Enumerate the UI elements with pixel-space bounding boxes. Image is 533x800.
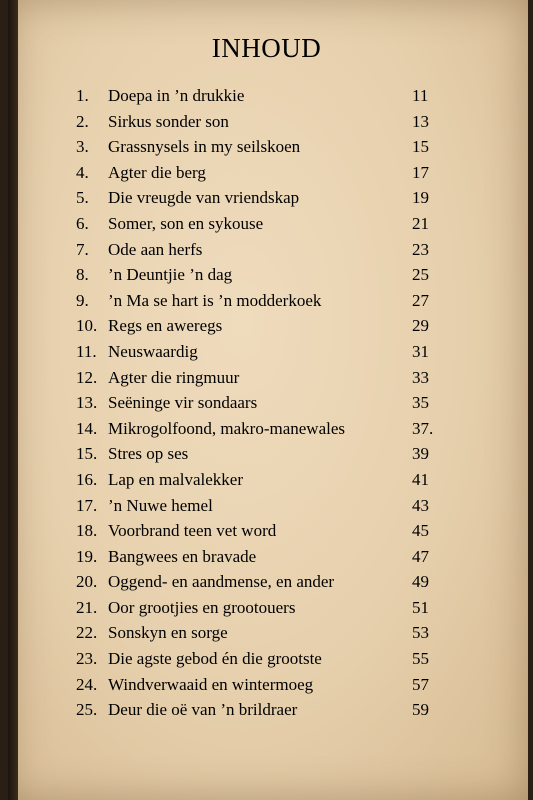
- toc-entry-number: 8.: [76, 265, 89, 285]
- toc-entry: [0, 160, 533, 186]
- toc-entry: [0, 441, 533, 467]
- toc-entry: [0, 288, 533, 314]
- toc-entry-title: Somer, son en sykouse: [108, 213, 264, 233]
- toc-entry-page: 43: [412, 495, 429, 515]
- toc-entry-number: 12.: [76, 367, 98, 387]
- toc-entry-title: Agter die ringmuur: [108, 367, 240, 387]
- toc-entry-number: 7.: [76, 239, 89, 259]
- toc-entry-number: 3.: [76, 137, 89, 157]
- toc-entry-title: Oggend- en aandmense, en ander: [108, 572, 335, 592]
- toc-entry-number: 9.: [76, 290, 89, 310]
- toc-entry-page: 47: [412, 546, 429, 566]
- toc-entry-number: 20.: [76, 572, 98, 592]
- table-of-contents: [0, 83, 533, 723]
- toc-entry: [0, 262, 533, 288]
- toc-entry: [0, 620, 533, 646]
- toc-entry-page: 51: [412, 597, 429, 617]
- toc-entry-number: 23.: [76, 649, 98, 669]
- toc-entry-title: Agter die berg: [108, 162, 206, 182]
- toc-entry-page: 13: [412, 111, 429, 131]
- toc-entry-title: ’n Nuwe hemel: [108, 495, 213, 515]
- toc-entry: [0, 83, 533, 109]
- toc-entry-title: Doepa in ’n drukkie: [108, 86, 245, 105]
- toc-entry: [0, 569, 533, 595]
- toc-entry-page: 21: [412, 213, 429, 233]
- toc-entry-title: Die vreugde van vriendskap: [108, 188, 300, 208]
- toc-entry-page: 19: [412, 188, 429, 208]
- toc-entry-title: Grassnysels in my seilskoen: [108, 137, 301, 157]
- toc-entry-title: Sonskyn en sorge: [108, 623, 228, 643]
- toc-entry-page: 25: [412, 265, 429, 285]
- toc-entry: [0, 595, 533, 621]
- toc-entry: [0, 697, 533, 723]
- toc-entry-title: Voorbrand teen vet word: [108, 521, 277, 541]
- toc-entry-page: 27: [412, 290, 429, 310]
- toc-entry-title: Lap en malvalekker: [108, 469, 243, 489]
- toc-entry-number: 5.: [76, 188, 89, 208]
- toc-entry: [0, 390, 533, 416]
- toc-entry-number: 24.: [76, 674, 98, 694]
- toc-entry-number: 19.: [76, 546, 98, 566]
- toc-entry-number: 2.: [76, 111, 89, 131]
- toc-entry-page: 41: [412, 469, 429, 489]
- toc-entry: [0, 365, 533, 391]
- toc-entry-number: 11.: [76, 341, 97, 361]
- toc-entry-number: 18.: [76, 521, 98, 541]
- toc-entry-number: 6.: [76, 213, 89, 233]
- toc-entry-title: Stres op ses: [108, 444, 189, 464]
- toc-entry-number: 15.: [76, 444, 98, 464]
- toc-entry: [0, 518, 533, 544]
- toc-entry-number: 14.: [76, 418, 98, 438]
- toc-entry-page: 15: [412, 137, 429, 157]
- toc-entry-page: 31: [412, 341, 429, 361]
- toc-entry-number: 16.: [76, 469, 98, 489]
- toc-entry-title: ’n Ma se hart is ’n modderkoek: [108, 290, 322, 310]
- toc-entry-page: 39: [412, 444, 429, 464]
- toc-entry-page: 45: [412, 521, 429, 541]
- toc-entry-title: Oor grootjies en grootouers: [108, 597, 296, 617]
- toc-entry: [0, 672, 533, 698]
- toc-entry-page: 35: [412, 393, 429, 413]
- toc-entry-number: 17.: [76, 495, 98, 515]
- toc-entry-title: Seëninge vir sondaars: [108, 393, 258, 413]
- toc-entry-title: Regs en aweregs: [108, 316, 223, 336]
- toc-entry-page: 55: [412, 649, 429, 669]
- toc-entry: [0, 313, 533, 339]
- toc-entry-number: 4.: [76, 162, 89, 182]
- toc-entry-page: 49: [412, 572, 429, 592]
- toc-entry: [0, 339, 533, 365]
- toc-entry: [0, 109, 533, 135]
- toc-entry-number: 1.: [76, 86, 89, 105]
- toc-entry-number: 10.: [76, 316, 98, 336]
- toc-entry-title: Mikrogolfoond, makro-manewales: [108, 418, 345, 438]
- toc-entry-title: Deur die oë van ’n brildraer: [108, 700, 298, 720]
- toc-entry: [0, 237, 533, 263]
- toc-entry-number: 22.: [76, 623, 98, 643]
- toc-entry-number: 25.: [76, 700, 98, 720]
- toc-entry-number: 13.: [76, 393, 98, 413]
- toc-entry-page: 53: [412, 623, 429, 643]
- toc-entry-page: 29: [412, 316, 429, 336]
- toc-entry-title: ’n Deuntjie ’n dag: [108, 265, 233, 285]
- toc-entry: [0, 416, 533, 442]
- toc-entry-number: 21.: [76, 597, 98, 617]
- toc-entry-title: Neuswaardig: [108, 341, 198, 361]
- toc-entry-page: 37.: [412, 418, 434, 438]
- toc-entry-page: 17: [412, 162, 429, 182]
- toc-entry: [0, 493, 533, 519]
- toc-entry-page: 23: [412, 239, 429, 259]
- toc-entry: [0, 134, 533, 160]
- toc-entry-title: Ode aan herfs: [108, 239, 203, 259]
- toc-entry-page: 33: [412, 367, 429, 387]
- toc-entry: [0, 544, 533, 570]
- toc-entry-title: Sirkus sonder son: [108, 111, 229, 131]
- toc-entry-title: Windverwaaid en wintermoeg: [108, 674, 314, 694]
- toc-entry-page: 11: [412, 86, 429, 105]
- toc-entry-title: Die agste gebod én die grootste: [108, 649, 322, 669]
- toc-entry: [0, 211, 533, 237]
- page-title: INHOUD: [211, 33, 322, 63]
- toc-entry: [0, 467, 533, 493]
- toc-entry: [0, 185, 533, 211]
- toc-entry-title: Bangwees en bravade: [108, 546, 257, 566]
- toc-entry: [0, 646, 533, 672]
- toc-entry-page: 59: [412, 700, 429, 720]
- toc-entry-page: 57: [412, 674, 429, 694]
